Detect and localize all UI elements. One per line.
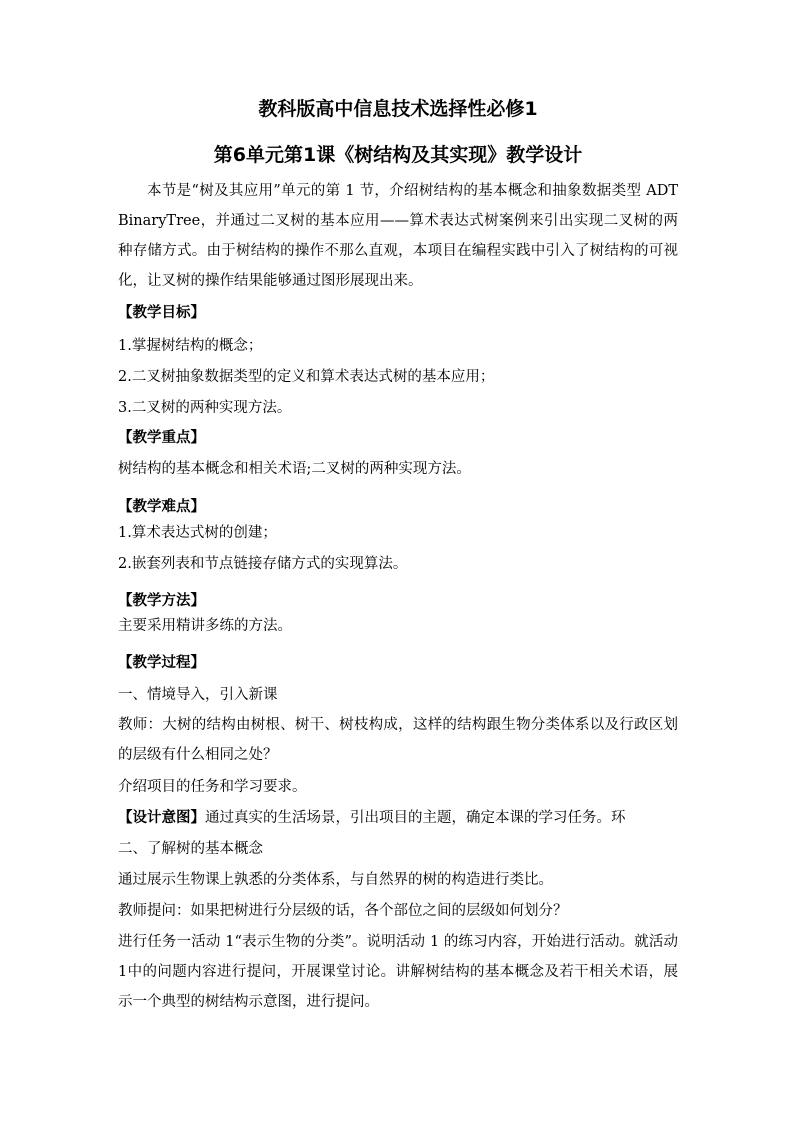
design-intent-label: 【设计意图】 xyxy=(118,810,205,826)
goal-item-2: 2.二叉树抽象数据类型的定义和算术表达式树的基本应用； xyxy=(118,369,495,385)
design-intent-text: 通过真实的生活场景，引出项目的主题，确定本课的学习任务。环 xyxy=(205,810,626,826)
intro-task-text: 介绍项目的任务和学习要求。 xyxy=(118,779,307,795)
document-title-line1: 教科版高中信息技术选择性必修1 xyxy=(258,98,538,120)
difficulties-heading: 【教学难点】 xyxy=(118,499,205,515)
task-paragraph: 进行任务一活动 1“表示生物的分类”。说明活动 1 的练习内容，开始进行活动。就活动1中的问题内容进行提问，开展课堂讨论。讲解树结构的基本概念及若干相关术语，展示一个典型的树结构示意图，进行提问。 xyxy=(118,934,678,1010)
key-points-text: 树结构的基本概念和相关术语;二叉树的两种实现方法。 xyxy=(118,461,471,477)
teacher-text: 教师：大树的结构由树根、树干、树枝构成，这样的结构跟生物分类体系以及行政区划的层级有什么相同之处？ xyxy=(118,717,678,763)
intro-paragraph: 本节是“树及其应用”单元的第 1 节，介绍树结构的基本概念和抽象数据类型 ADT BinaryTree，并通过二叉树的基本应用——算术表达式树案例来引出实现二叉树的两种存储方式。由于树结构的操作不那么直观，本项目在编程实践中引入了树结构的可视化，让叉树的操作结果能够通过图形展现出来。 xyxy=(118,183,678,289)
compare-text: 通过展示生物课上孰悉的分类体系，与自然界的树的构造进行类比。 xyxy=(118,872,553,888)
design-intent-line xyxy=(118,807,678,829)
goals-heading: 【教学目标】 xyxy=(118,305,205,321)
section2-title: 二、了解树的基本概念 xyxy=(118,841,263,857)
process-heading: 【教学过程】 xyxy=(118,655,205,671)
section1-title: 一、情境导入，引入新课 xyxy=(118,687,278,703)
teacher-question: 教师提问：如果把树进行分层级的话，各个部位之间的层级如何划分？ xyxy=(118,903,568,919)
key-points-heading: 【教学重点】 xyxy=(118,430,205,446)
methods-text: 主要采用精讲多练的方法。 xyxy=(118,618,292,634)
difficulty-item-1: 1.算术表达式树的创建； xyxy=(118,525,277,541)
goal-item-3: 3.二叉树的两种实现方法。 xyxy=(118,400,292,416)
difficulty-item-2: 2.嵌套列表和节点链接存储方式的实现算法。 xyxy=(118,556,408,572)
goal-item-1: 1.掌握树结构的概念； xyxy=(118,338,263,354)
methods-heading: 【教学方法】 xyxy=(118,593,205,609)
document-title-line2: 第6单元第1课《树结构及其实现》教学设计 xyxy=(213,144,583,166)
